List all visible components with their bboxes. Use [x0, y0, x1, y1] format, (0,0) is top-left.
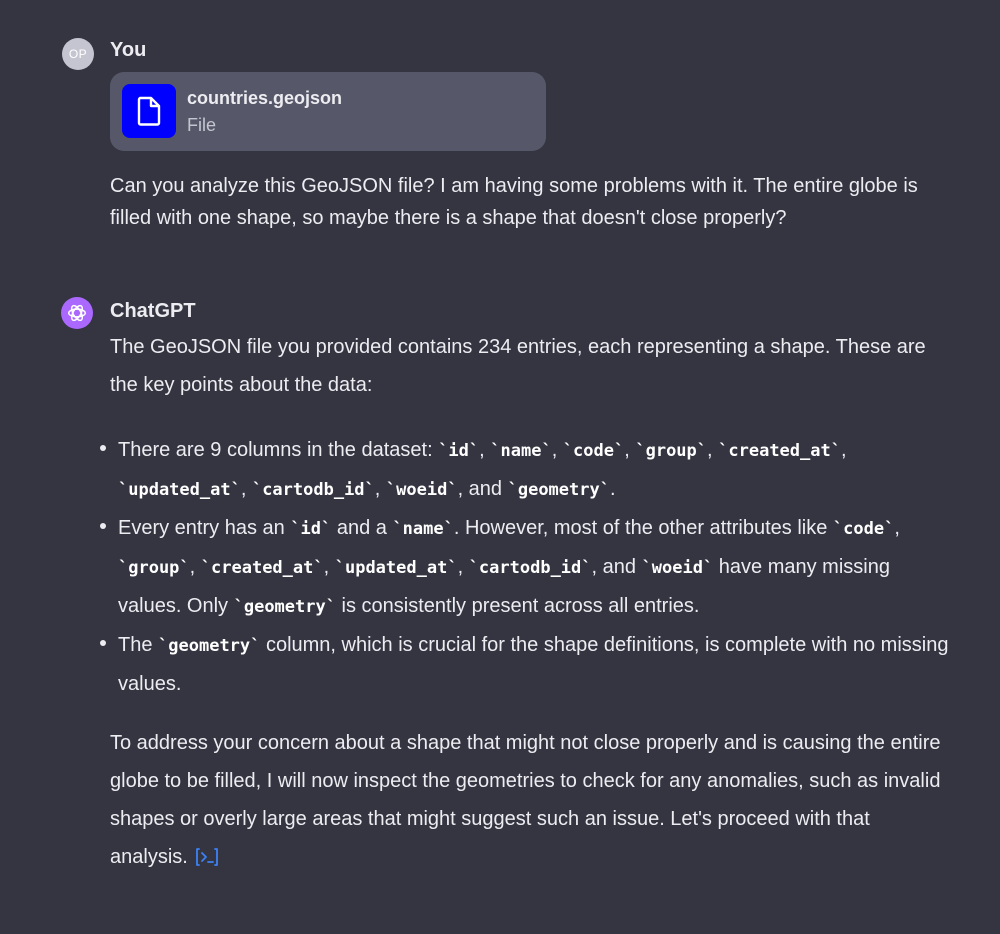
- inline-code: `geometry`: [507, 480, 610, 500]
- user-avatar: OP: [62, 38, 94, 70]
- bullet-item: [100, 431, 950, 509]
- bullet-text: ,: [189, 556, 201, 578]
- inline-code: `group`: [118, 558, 190, 578]
- bullet-text: ,: [707, 439, 719, 461]
- assistant-bullet-list: [100, 431, 950, 703]
- bullet-text: ,: [457, 556, 469, 578]
- view-analysis-icon[interactable]: [194, 842, 220, 862]
- openai-logo-icon: [61, 297, 93, 329]
- bullet-text: column, which is crucial for the shape definitions, is complete with no missing values.: [118, 634, 949, 695]
- inline-code: `cartodb_id`: [251, 480, 375, 500]
- bullet-text: There are 9 columns in the dataset:: [118, 439, 439, 461]
- bullet-text: ,: [240, 478, 252, 500]
- file-attachment-card[interactable]: [110, 72, 546, 151]
- inline-code: `cartodb_id`: [468, 558, 592, 578]
- inline-code: `woeid`: [641, 558, 714, 578]
- inline-code: `id`: [438, 441, 480, 461]
- assistant-author-name: ChatGPT: [110, 300, 196, 322]
- bullet-item: [100, 509, 950, 626]
- inline-code: `name`: [392, 519, 454, 539]
- assistant-closing-text: To address your concern about a shape that might not close properly and is causing the entire globe to be filled, I will now inspect the geometries to check for any anomalies, such as invalid shapes or overly large areas that might suggest such an issue. Let's proceed with that analysis.: [110, 732, 941, 868]
- user-author-name: You: [110, 39, 147, 61]
- assistant-closing-paragraph: [110, 724, 950, 876]
- inline-code: `id`: [290, 519, 332, 539]
- bullet-text: , and: [457, 478, 508, 500]
- inline-code: `woeid`: [385, 480, 458, 500]
- inline-code: `created_at`: [200, 558, 324, 578]
- bullet-text: The: [118, 634, 159, 656]
- bullet-text: is consistently present across all entries.: [335, 595, 700, 617]
- bullet-text: ,: [624, 439, 636, 461]
- bullet-text: ,: [894, 517, 900, 539]
- inline-code: `geometry`: [158, 636, 261, 656]
- user-message-text: Can you analyze this GeoJSON file? I am having some problems with it. The entire globe is filled with one shape, so maybe there is a shape that doesn't close properly?: [110, 175, 918, 229]
- inline-code: `code`: [562, 441, 625, 461]
- inline-code: `updated_at`: [118, 480, 241, 500]
- inline-code: `name`: [490, 441, 552, 461]
- bullet-text: , and: [591, 556, 642, 578]
- bullet-text: . However, most of the other attributes like: [453, 517, 833, 539]
- bullet-text: and a: [331, 517, 393, 539]
- inline-code: `code`: [832, 519, 895, 539]
- file-type: File: [187, 115, 217, 135]
- bullet-text: ,: [840, 439, 847, 461]
- document-icon: [122, 84, 176, 138]
- bullet-text: ,: [551, 439, 563, 461]
- assistant-intro-text: The GeoJSON file you provided contains 234 entries, each representing a shape. These are the key points about the data:: [110, 336, 926, 396]
- bullet-text: ,: [479, 439, 491, 461]
- file-name: countries.geojson: [187, 88, 343, 108]
- bullet-text: ,: [374, 478, 386, 500]
- inline-code: `group`: [635, 441, 708, 461]
- bullet-text: ,: [323, 556, 335, 578]
- bullet-text: .: [609, 478, 616, 500]
- bullet-item: [100, 626, 950, 703]
- bullet-text: have many missing values. Only: [118, 556, 890, 617]
- inline-code: `updated_at`: [334, 558, 458, 578]
- bullet-text: Every entry has an: [118, 517, 291, 539]
- inline-code: `created_at`: [718, 441, 841, 461]
- inline-code: `geometry`: [233, 597, 336, 617]
